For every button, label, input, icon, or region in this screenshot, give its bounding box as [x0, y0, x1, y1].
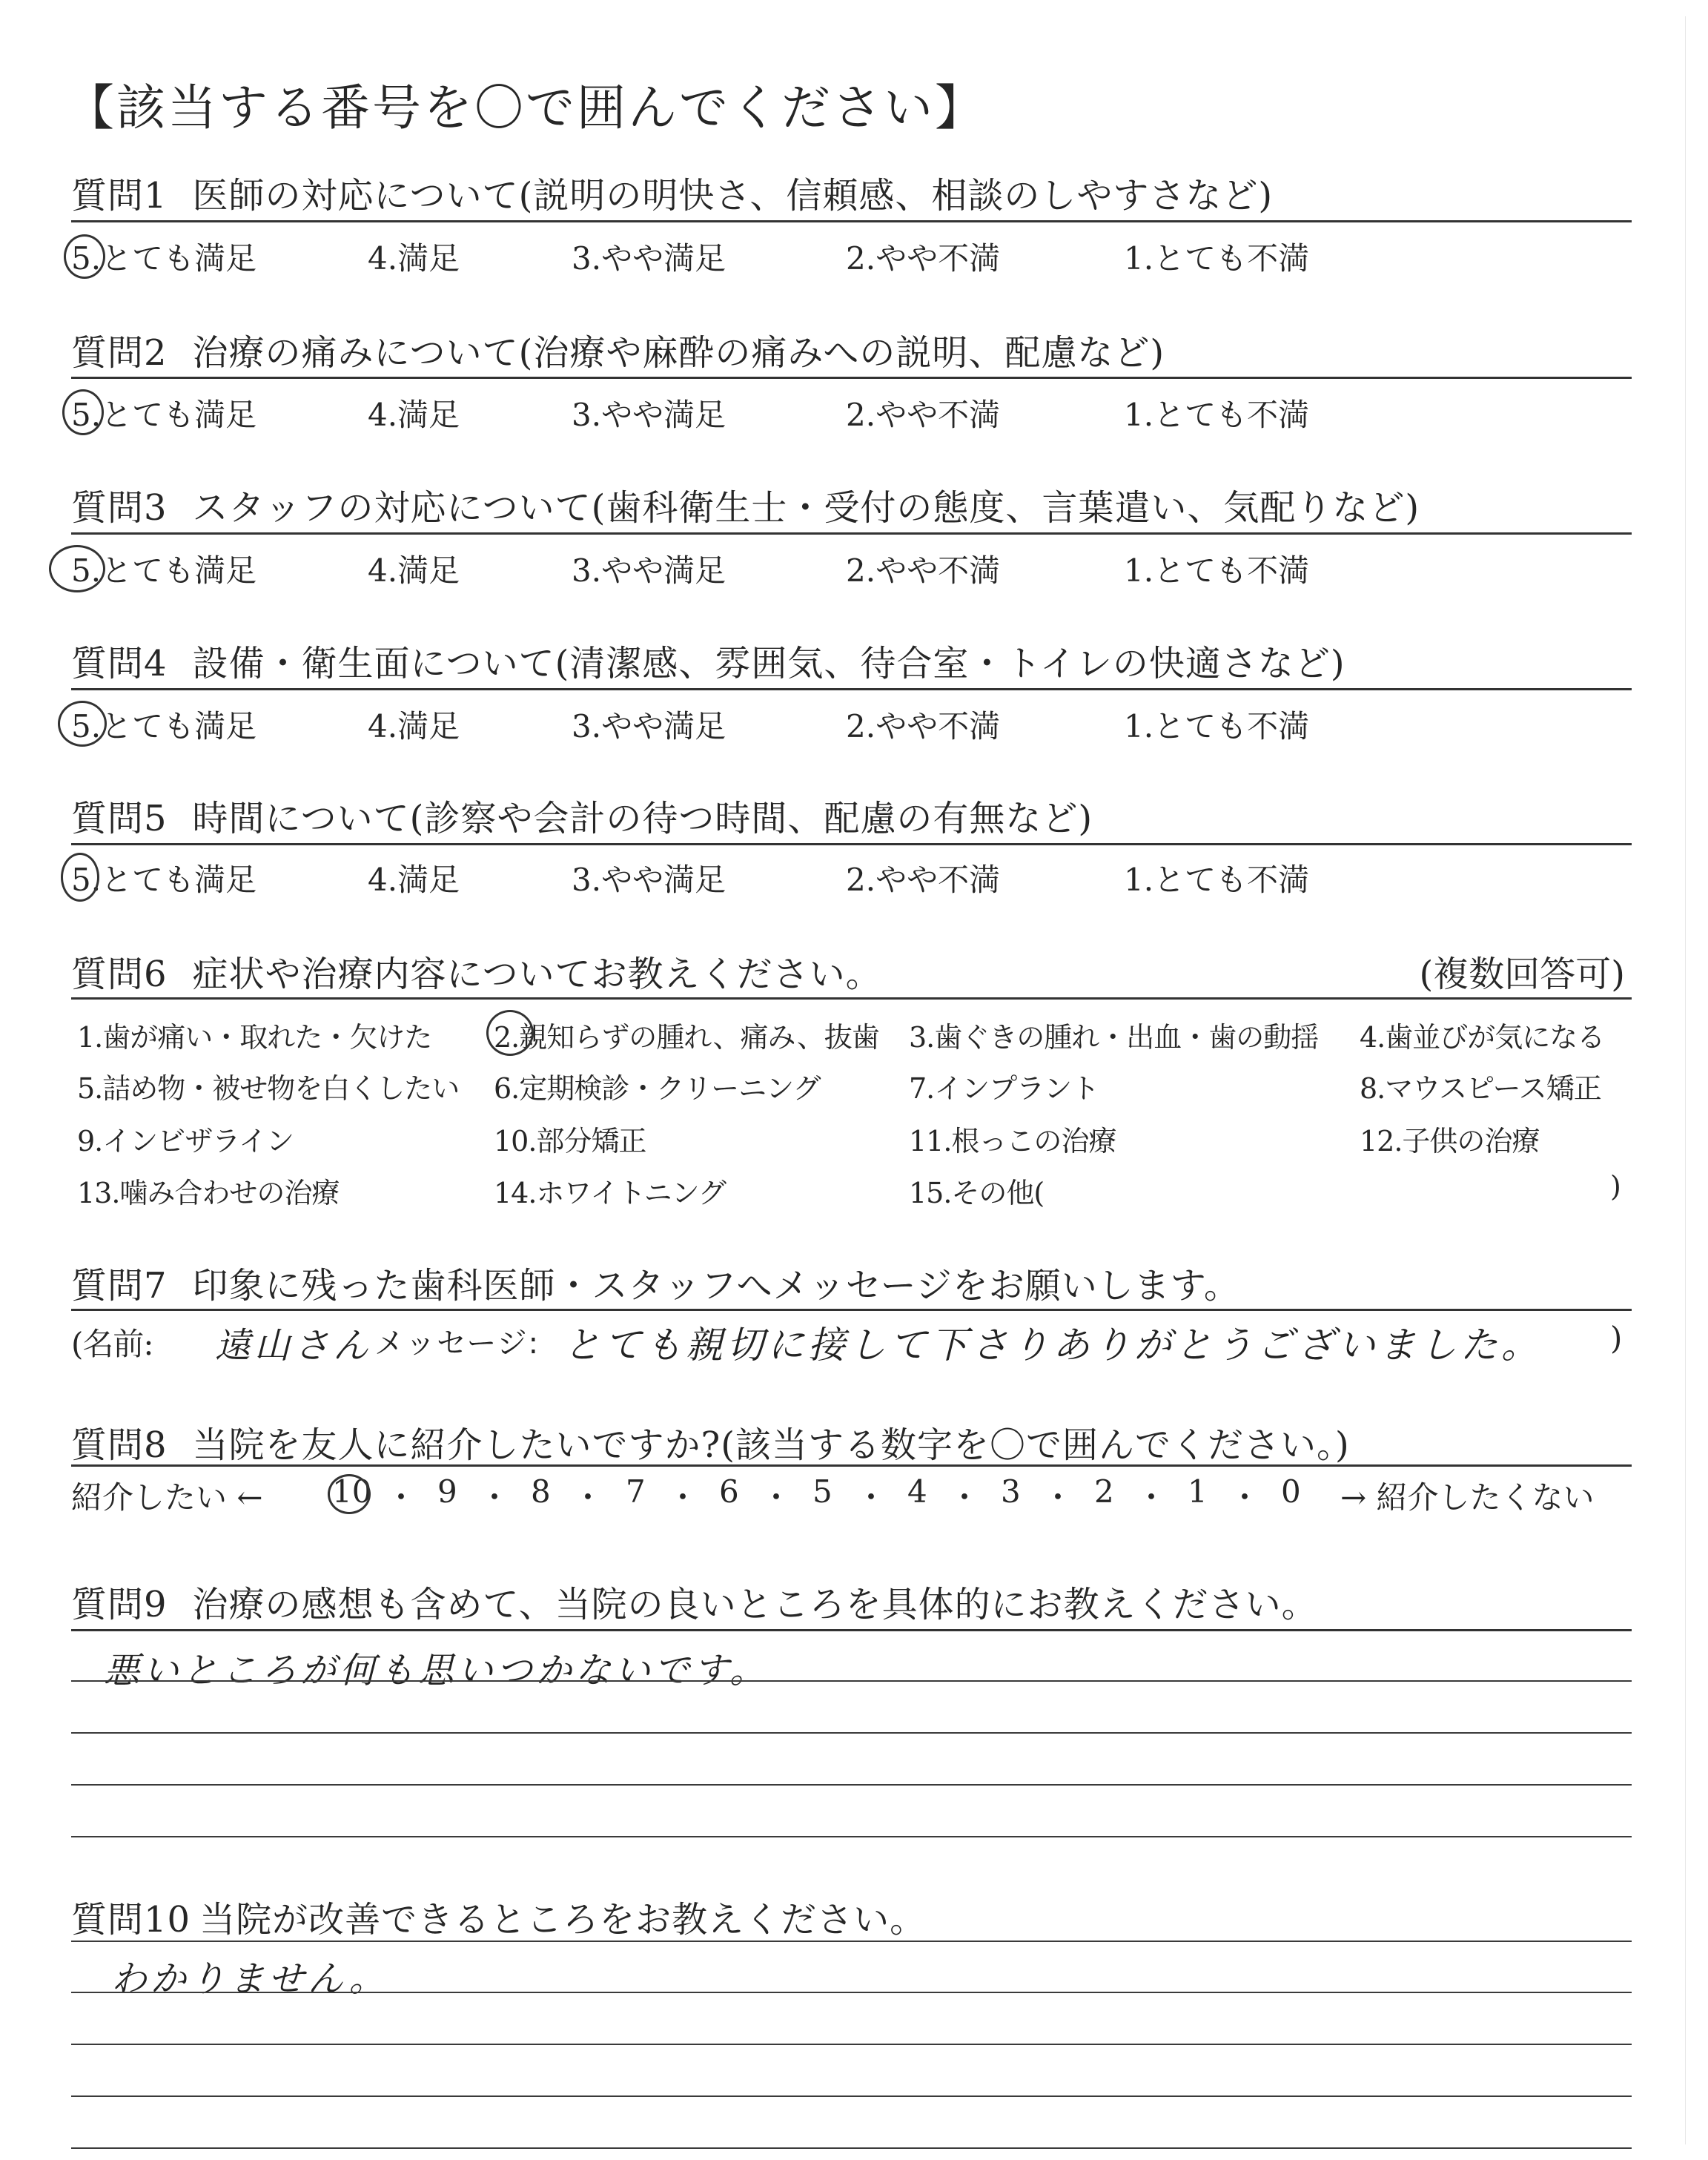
- question-2-title: 質問2 治療の痛みについて(治療や麻酔の痛みへの説明、配慮など): [71, 332, 1165, 374]
- question-3-title: 質問3 スタッフの対応について(歯科衛生士・受付の態度、言葉遣い、気配りなど): [71, 487, 1420, 529]
- selection-circle: [328, 1474, 371, 1514]
- answer-line: [71, 2095, 1632, 2097]
- recommend-right-label: → 紹介したくない: [1340, 1479, 1595, 1516]
- question-3-options: [71, 546, 1628, 591]
- scale-dot: ・: [1136, 1479, 1168, 1516]
- question-9-rule: [71, 1629, 1632, 1631]
- scale-dot: ・: [479, 1479, 511, 1516]
- scale-1[interactable]: 1: [1188, 1473, 1208, 1510]
- option-4[interactable]: 4.満足: [368, 397, 460, 433]
- question-2-options: [71, 391, 1628, 435]
- question-1-rule: [71, 220, 1632, 222]
- scale-dot: ・: [572, 1479, 604, 1516]
- question-2-rule: [71, 377, 1632, 379]
- scale-dot: ・: [667, 1479, 699, 1516]
- scale-2[interactable]: 2: [1094, 1473, 1114, 1510]
- option-1[interactable]: 1.とても不満: [1124, 240, 1310, 277]
- name-label: (名前:: [71, 1326, 153, 1362]
- question-9-title: 質問9 治療の感想も含めて、当院の良いところを具体的にお教えください。: [71, 1584, 1318, 1625]
- option-3[interactable]: 3.やや満足: [572, 708, 726, 744]
- scale-0[interactable]: 0: [1281, 1473, 1301, 1510]
- scale-6[interactable]: 6: [719, 1473, 739, 1510]
- selection-circle: [64, 234, 105, 279]
- question-4-rule: [71, 688, 1632, 690]
- symptom-option-9[interactable]: 9.インビザライン: [77, 1125, 294, 1157]
- symptom-option-1[interactable]: 1.歯が痛い・取れた・欠けた: [77, 1021, 432, 1054]
- symptom-option-11[interactable]: 11.根っこの治療: [909, 1125, 1116, 1157]
- scale-dot: ・: [1042, 1479, 1074, 1516]
- symptom-option-3[interactable]: 3.歯ぐきの腫れ・出血・歯の動揺: [909, 1021, 1319, 1054]
- option-5[interactable]: 5.とても満足: [71, 240, 257, 277]
- question-10-title: 質問10 当院が改善できるところをお教えください。: [71, 1899, 927, 1941]
- option-1[interactable]: 1.とても不満: [1124, 552, 1310, 589]
- selection-circle: [62, 389, 104, 435]
- option-5[interactable]: 5.とても満足: [71, 397, 257, 433]
- instruction-heading: 【該当する番号を〇で囲んでください】: [65, 79, 986, 136]
- symptom-option-8[interactable]: 8.マウスピース矯正: [1360, 1072, 1601, 1105]
- scale-dot: ・: [949, 1479, 981, 1516]
- option-3[interactable]: 3.やや満足: [572, 397, 726, 433]
- selection-circle: [49, 545, 105, 592]
- scale-dot: ・: [385, 1479, 417, 1516]
- scale-dot: ・: [855, 1479, 887, 1516]
- option-2[interactable]: 2.やや不満: [846, 397, 1001, 433]
- option-2[interactable]: 2.やや不満: [846, 240, 1001, 277]
- option-2[interactable]: 2.やや不満: [846, 862, 1001, 898]
- question-6-rule: [71, 997, 1632, 1000]
- question-3-rule: [71, 532, 1632, 535]
- good-points-answer: 悪いところが何も思いつかないです。: [104, 1650, 769, 1691]
- scale-10[interactable]: 10: [332, 1473, 372, 1510]
- scale-3[interactable]: 3: [1001, 1473, 1021, 1510]
- answer-line: [71, 1732, 1632, 1734]
- question-5-options: [71, 856, 1628, 900]
- question-1-options: [71, 234, 1628, 279]
- option-5[interactable]: 5.とても満足: [71, 862, 257, 898]
- option-1[interactable]: 1.とても不満: [1124, 708, 1310, 744]
- scan-edge: [1685, 16, 1686, 2144]
- option-4[interactable]: 4.満足: [368, 862, 460, 898]
- option-3[interactable]: 3.やや満足: [572, 862, 726, 898]
- answer-line: [71, 1680, 1632, 1682]
- question-5-rule: [71, 843, 1632, 845]
- scale-8[interactable]: 8: [531, 1473, 551, 1510]
- recommend-left-label: 紹介したい ←: [71, 1479, 263, 1516]
- symptom-option-2[interactable]: 2.親知らずの腫れ、痛み、抜歯: [494, 1021, 879, 1054]
- question-10-rule: [71, 1941, 1632, 1942]
- option-5[interactable]: 5.とても満足: [71, 708, 257, 744]
- answer-line: [71, 1992, 1632, 1993]
- message-handwritten: とても親切に接して下さりありがとうございました。: [563, 1324, 1542, 1367]
- symptom-option-15[interactable]: 15.その他(: [909, 1177, 1045, 1209]
- question-1-title: 質問1 医師の対応について(説明の明快さ、信頼感、相談のしやすさなど): [71, 175, 1274, 217]
- question-4-title: 質問4 設備・衛生面について(清潔感、雰囲気、待合室・トイレの快適さなど): [71, 643, 1345, 684]
- symptom-option-13[interactable]: 13.噛み合わせの治療: [77, 1177, 340, 1209]
- option-4[interactable]: 4.満足: [368, 552, 460, 589]
- answer-line: [71, 2147, 1632, 2149]
- symptom-option-12[interactable]: 12.子供の治療: [1360, 1125, 1540, 1157]
- option-1[interactable]: 1.とても不満: [1124, 397, 1310, 433]
- message-close-paren: ): [1610, 1320, 1622, 1356]
- scale-9[interactable]: 9: [437, 1473, 457, 1510]
- question-8-title: 質問8 当院を友人に紹介したいですか?(該当する数字を〇で囲んでください。): [71, 1424, 1350, 1466]
- option-3[interactable]: 3.やや満足: [572, 552, 726, 589]
- scale-7[interactable]: 7: [626, 1473, 646, 1510]
- multiple-answers-note: (複数回答可): [1419, 954, 1625, 995]
- scale-5[interactable]: 5: [812, 1473, 833, 1510]
- symptom-option-4[interactable]: 4.歯並びが気になる: [1360, 1021, 1605, 1054]
- name-handwritten: 遠山さん: [215, 1325, 373, 1367]
- symptom-option-10[interactable]: 10.部分矯正: [494, 1125, 646, 1157]
- symptom-option-5[interactable]: 5.詰め物・被せ物を白くしたい: [77, 1072, 460, 1105]
- option-3[interactable]: 3.やや満足: [572, 240, 726, 277]
- option-4[interactable]: 4.満足: [368, 240, 460, 277]
- symptom-option-6[interactable]: 6.定期検診・クリーニング: [494, 1072, 821, 1105]
- answer-line: [71, 1836, 1632, 1837]
- question-8-rule: [71, 1464, 1632, 1467]
- option-2[interactable]: 2.やや不満: [846, 708, 1001, 744]
- symptom-option-14[interactable]: 14.ホワイトニング: [494, 1177, 726, 1209]
- improvement-answer: わかりません。: [111, 1958, 388, 2000]
- option-4[interactable]: 4.満足: [368, 708, 460, 744]
- question-5-title: 質問5 時間について(診察や会計の待つ時間、配慮の有無など): [71, 798, 1093, 839]
- selection-circle: [486, 1010, 534, 1056]
- other-close-paren: ): [1610, 1170, 1621, 1203]
- scale-dot: ・: [1229, 1479, 1261, 1516]
- question-4-options: [71, 702, 1628, 747]
- question-7-title: 質問7 印象に残った歯科医師・スタッフへメッセージをお願いします。: [71, 1265, 1240, 1307]
- option-1[interactable]: 1.とても不満: [1124, 862, 1310, 898]
- symptom-option-7[interactable]: 7.インプラント: [909, 1072, 1099, 1105]
- answer-line: [71, 1784, 1632, 1786]
- answer-line: [71, 2044, 1632, 2045]
- option-5[interactable]: 5.とても満足: [71, 552, 257, 589]
- scale-4[interactable]: 4: [907, 1473, 927, 1510]
- selection-circle: [58, 701, 107, 747]
- option-2[interactable]: 2.やや不満: [846, 552, 1001, 589]
- message-label: メッセージ:: [374, 1327, 540, 1361]
- question-6-title: 質問6 症状や治療内容についてお教えください。: [71, 954, 882, 995]
- selection-circle: [61, 853, 99, 902]
- scale-dot: ・: [761, 1479, 792, 1516]
- question-7-rule: [71, 1309, 1632, 1311]
